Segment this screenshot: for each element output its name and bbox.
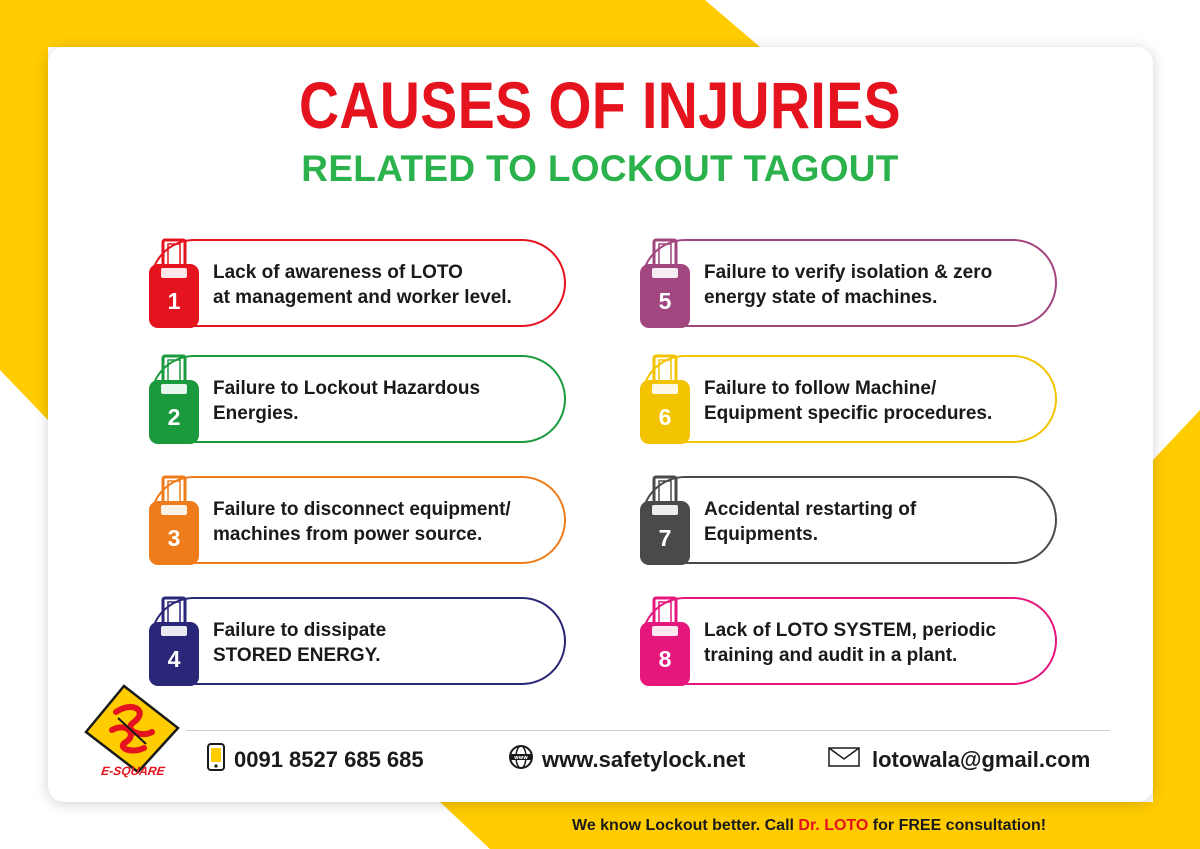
contact-website[interactable] [508,744,745,776]
cause-item-2 [150,355,566,443]
padlock-icon [148,596,200,688]
tagline-start: We know Lockout better. Call [572,817,799,834]
tagline-highlight: Dr. LOTO [798,817,869,834]
cause-item-6 [641,355,1057,443]
cause-item-3 [150,476,566,564]
contact-phone[interactable] [206,744,424,776]
lock-number: 4 [167,646,181,672]
cause-item-8 [641,597,1057,685]
padlock-icon [148,354,200,446]
lock-number: 2 [167,404,181,430]
email-link[interactable]: lotowala@gmail.com [872,747,1091,772]
lock-number: 5 [658,288,672,314]
cause-item-text: Lack of LOTO SYSTEM, periodic training and audit in a plant. [704,620,997,666]
lock-number: 7 [658,525,672,551]
tagline [572,817,1132,835]
svg-text:www: www [514,755,528,761]
cause-item-text: Failure to disconnect equipment/ machines from power source. [213,499,511,545]
padlock-icon [639,238,691,330]
lock-number: 6 [658,404,672,430]
lock-number: 3 [167,525,181,551]
footer-divider [186,730,1110,731]
lock-number: 1 [167,288,181,314]
cause-item-text: Failure to verify isolation & zero energy state of machines. [704,262,993,308]
phone-number: 0091 8527 685 685 [234,747,424,772]
phone-icon [206,743,226,777]
page-subtitle: RELATED TO LOCKOUT TAGOUT [301,148,899,189]
globe-icon [508,744,534,776]
cause-item-text: Lack of awareness of LOTO at management and worker level. [213,262,512,308]
logo-text: E-SQUARE [100,764,166,778]
lock-number: 8 [658,646,672,672]
padlock-icon [639,596,691,688]
contact-email[interactable] [828,744,1090,776]
website-link[interactable]: www.safetylock.net [542,747,746,772]
cause-item-text: Failure to Lockout Hazardous Energies. [213,378,481,424]
cause-item-text: Failure to follow Machine/ Equipment specific procedures. [704,378,993,424]
cause-item-text: Accidental restarting of Equipments. [704,499,917,545]
cause-item-4 [150,597,566,685]
page-title: CAUSES OF INJURIES [298,68,902,142]
envelope-icon [828,746,860,774]
cause-item-5 [641,239,1057,327]
cause-item-1 [150,239,566,327]
cause-item-text: Failure to dissipate STORED ENERGY. [213,620,387,666]
padlock-icon [148,475,200,567]
padlock-icon [639,354,691,446]
padlock-icon [148,238,200,330]
cause-item-7 [641,476,1057,564]
padlock-icon [639,475,691,567]
tagline-end: for FREE consultation! [868,817,1047,834]
